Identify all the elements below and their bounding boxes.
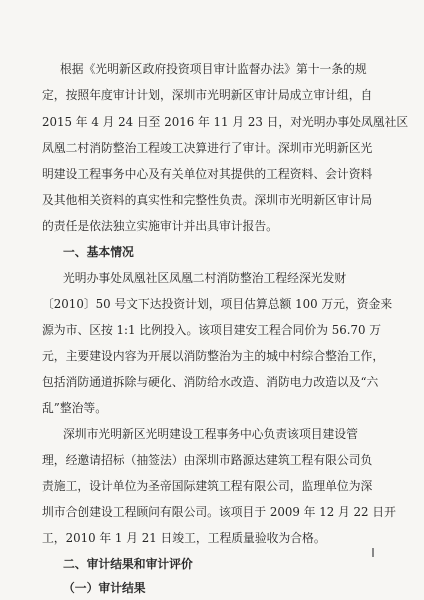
paragraph-2-line-1: 光明办事处凤凰社区凤凰二村消防整治工程经深光发财: [63, 271, 347, 285]
paragraph-3-line-1: 深圳市光明新区光明建设工程事务中心负责该项目建设管: [63, 427, 358, 441]
paragraph-3-line-4: 圳市合创建设工程顾问有限公司。该项目于 2009 年 12 月 22 日开: [42, 505, 396, 519]
paragraph-2-line-2: 〔2010〕50 号文下达投资计划，项目估算总额 100 万元，资金来: [42, 297, 393, 311]
paragraph-1-line-4: 凤凰二村消防整治工程竣工决算进行了审计。深圳市光明新区光: [42, 141, 373, 155]
scan-mark: [372, 548, 374, 557]
paragraph-2-line-3: 源为市、区按 1:1 比例投入。该项目建安工程合同价为 56.70 万: [42, 323, 382, 337]
paragraph-2-line-6: 乱”整治等。: [42, 401, 108, 415]
paragraph-1-line-2: 定，按照年度审计计划，深圳市光明新区审计局成立审计组，自: [42, 88, 373, 102]
section-heading-audit-results: 二、审计结果和审计评价: [63, 557, 193, 571]
subsection-heading-audit-result: （一）审计结果: [63, 581, 146, 595]
paragraph-1-line-3: 2015 年 4 月 24 日至 2016 年 11 月 23 日，对光明办事处凤凰社区: [42, 115, 409, 129]
paragraph-3-line-3: 责施工，设计单位为圣帝国际建筑工程有限公司，监理单位为深: [42, 479, 373, 493]
paragraph-2-line-4: 元，主要建设内容为开展以消防整治为主的城中村综合整治工作，: [42, 349, 385, 363]
paragraph-1-line-6: 及其他相关资料的真实性和完整性负责。深圳市光明新区审计局: [42, 193, 373, 207]
paragraph-1-line-1: 根据《光明新区政府投资项目审计监督办法》第十一条的规: [60, 62, 367, 76]
section-heading-basic-info: 一、基本情况: [63, 245, 134, 259]
paragraph-1-line-5: 明建设工程事务中心及有关单位对其提供的工程资料、会计资料: [42, 167, 373, 181]
paragraph-2-line-5: 包括消防通道拆除与硬化、消防给水改造、消防电力改造以及“六: [42, 375, 379, 389]
paragraph-3-line-5: 工，2010 年 1 月 21 日竣工，工程质量验收为合格。: [42, 531, 326, 545]
paragraph-1-line-7: 的责任是依法独立实施审计并出具审计报告。: [42, 219, 278, 233]
paragraph-3-line-2: 理，经邀请招标（抽签法）由深圳市路源达建筑工程有限公司负: [42, 453, 373, 467]
